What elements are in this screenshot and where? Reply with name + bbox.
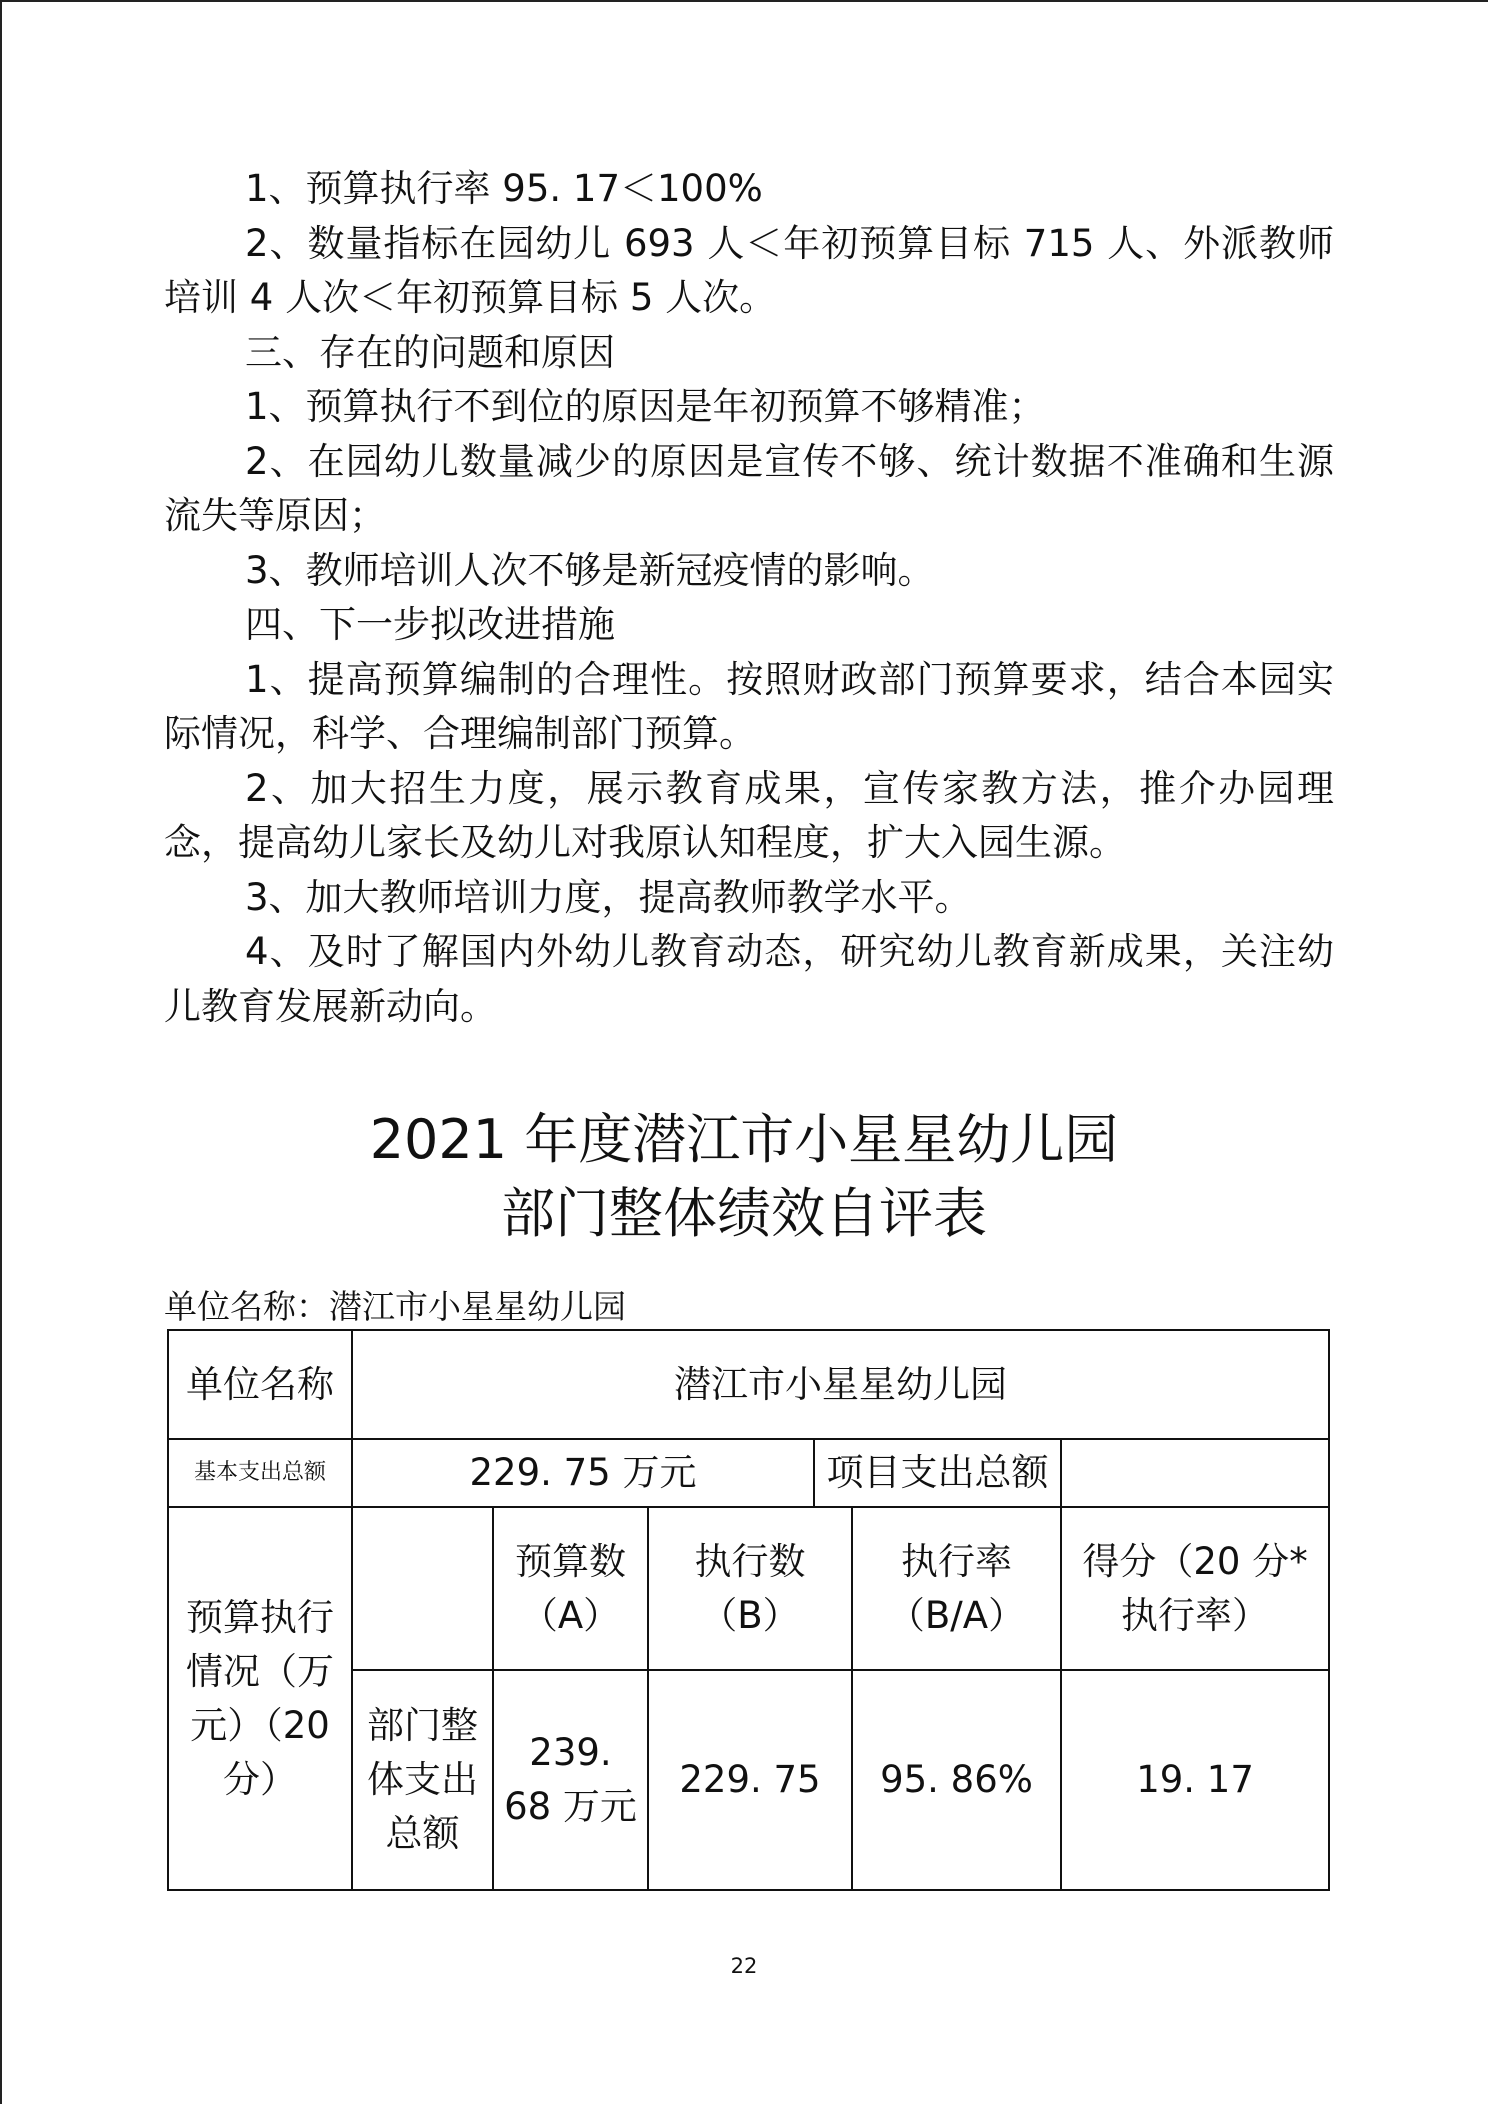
cell-score: 19. 17 — [1061, 1670, 1329, 1890]
blank-header-cell — [352, 1507, 493, 1670]
paragraph: 2、在园幼儿数量减少的原因是宣传不够、统计数据不准确和生源流失等原因； — [164, 439, 1334, 537]
section-heading: 三、存在的问题和原因 — [245, 330, 615, 374]
basic-expense-value: 229. 75 万元 — [352, 1439, 814, 1507]
basic-expense-label: 基本支出总额 — [168, 1439, 352, 1507]
cell-budget: 239. 68 万元 — [493, 1670, 648, 1890]
paragraph: 2、数量指标在园幼儿 693 人＜年初预算目标 715 人、外派教师培训 4 人次＜年初预算目标 5 人次。 — [164, 221, 1334, 319]
unit-name-value: 潜江市小星星幼儿园 — [352, 1330, 1329, 1439]
paragraph: 2、加大招生力度，展示教育成果，宣传家教方法，推介办园理念，提高幼儿家长及幼儿对我原认知程度，扩大入园生源。 — [164, 766, 1334, 864]
col-header-rate: 执行率（B/A） — [852, 1507, 1061, 1670]
section-heading: 四、下一步拟改进措施 — [245, 603, 615, 646]
project-expense-label: 项目支出总额 — [814, 1439, 1061, 1507]
paragraph: 3、教师培训人次不够是新冠疫情的影响。 — [245, 548, 935, 592]
paragraph: 3、加大教师培训力度，提高教师教学水平。 — [245, 875, 972, 919]
col-header-score: 得分（20 分*执行率） — [1061, 1507, 1329, 1670]
paragraph: 4、及时了解国内外幼儿教育动态，研究幼儿教育新成果，关注幼儿教育发展新动向。 — [164, 930, 1334, 1028]
body-text — [164, 162, 1334, 1034]
cell-actual: 229. 75 — [648, 1670, 852, 1890]
page-edge-left — [0, 0, 2, 2104]
budget-section-label: 预算执行情况（万元）（20 分） — [168, 1507, 352, 1890]
cell-rate: 95. 86% — [852, 1670, 1061, 1890]
table-title: 2021 年度潜江市小星星幼儿园 — [369, 1108, 1119, 1171]
self-evaluation-table — [167, 1329, 1330, 1891]
page-number: 22 — [730, 1954, 758, 1978]
paragraph: 1、预算执行不到位的原因是年初预算不够精准； — [245, 385, 1046, 428]
unit-name-line: 单位名称：潜江市小星星幼儿园 — [164, 1287, 626, 1326]
row-label-total-expense: 部门整体支出总额 — [352, 1670, 493, 1890]
unit-name-label: 单位名称 — [168, 1330, 352, 1439]
project-expense-value — [1061, 1439, 1329, 1507]
col-header-budget: 预算数（A） — [493, 1507, 648, 1670]
table-subtitle: 部门整体绩效自评表 — [501, 1182, 987, 1245]
col-header-actual: 执行数（B） — [648, 1507, 852, 1670]
paragraph: 1、提高预算编制的合理性。按照财政部门预算要求，结合本园实际情况，科学、合理编制部门预算。 — [164, 657, 1334, 755]
paragraph: 1、预算执行率 95. 17＜100% — [245, 167, 763, 210]
page-edge-top — [0, 0, 1488, 2]
